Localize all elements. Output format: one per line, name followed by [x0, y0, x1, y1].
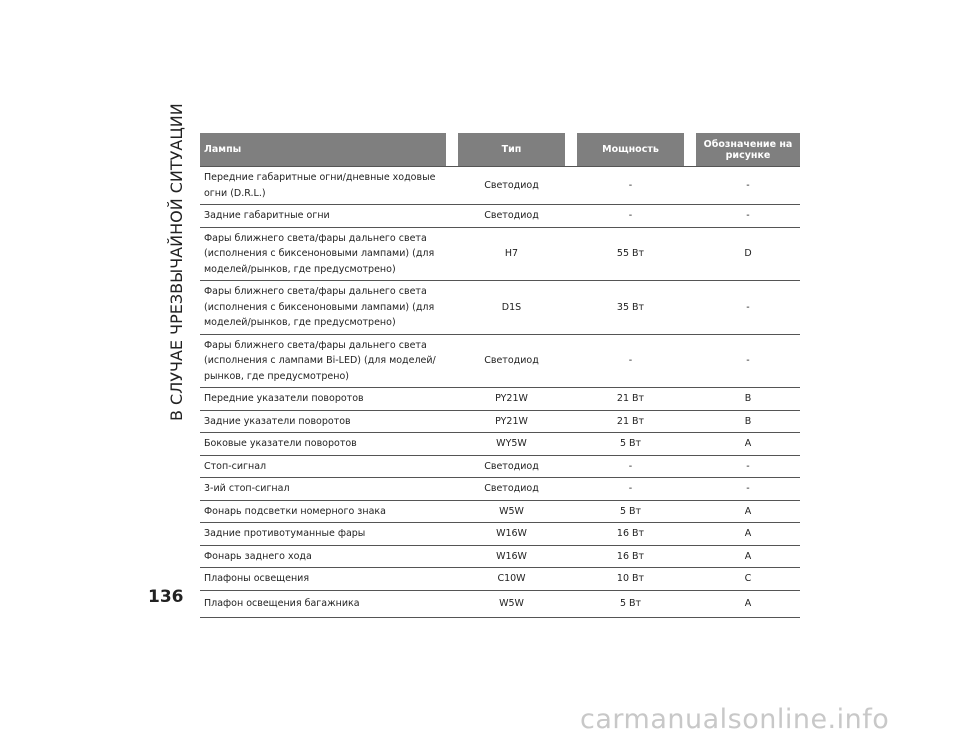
cell-lamp: Плафоны освещения: [200, 568, 446, 591]
header-gap: [446, 133, 458, 167]
cell-lamp: Боковые указатели поворотов: [200, 433, 446, 456]
table-header-row: [200, 133, 800, 167]
header-gap: [684, 133, 696, 167]
table-row: [200, 227, 800, 281]
cell-designation: -: [696, 167, 800, 205]
table-row: [200, 523, 800, 546]
cell-type: Светодиод: [458, 334, 565, 388]
table-row: [200, 281, 800, 335]
cell-designation: B: [696, 388, 800, 411]
cell-type: Светодиод: [458, 455, 565, 478]
cell-lamp: 3-ий стоп-сигнал: [200, 478, 446, 501]
cell-designation: -: [696, 281, 800, 335]
table-row: [200, 334, 800, 388]
table-row: [200, 455, 800, 478]
cell-type: W16W: [458, 523, 565, 546]
cell-power: 5 Вт: [577, 500, 684, 523]
cell-type: W5W: [458, 500, 565, 523]
header-gap: [565, 133, 577, 167]
header-type: Тип: [458, 133, 565, 167]
cell-type: PY21W: [458, 388, 565, 411]
cell-designation: A: [696, 500, 800, 523]
cell-power: 35 Вт: [577, 281, 684, 335]
header-lamp: Лампы: [200, 133, 446, 167]
table-row: [200, 568, 800, 591]
table-row: [200, 410, 800, 433]
cell-lamp: Передние указатели поворотов: [200, 388, 446, 411]
cell-power: -: [577, 478, 684, 501]
cell-power: 10 Вт: [577, 568, 684, 591]
cell-designation: B: [696, 410, 800, 433]
cell-power: 16 Вт: [577, 523, 684, 546]
cell-power: 5 Вт: [577, 433, 684, 456]
cell-type: PY21W: [458, 410, 565, 433]
cell-designation: -: [696, 334, 800, 388]
cell-lamp: Плафон освещения багажника: [200, 590, 446, 617]
cell-lamp: Задние противотуманные фары: [200, 523, 446, 546]
table-row: [200, 388, 800, 411]
cell-lamp: Задние указатели поворотов: [200, 410, 446, 433]
cell-designation: D: [696, 227, 800, 281]
cell-type: Светодиод: [458, 167, 565, 205]
cell-designation: A: [696, 590, 800, 617]
cell-power: 21 Вт: [577, 388, 684, 411]
table-row: [200, 590, 800, 617]
cell-power: -: [577, 334, 684, 388]
cell-lamp: Задние габаритные огни: [200, 205, 446, 228]
table-row: [200, 478, 800, 501]
page-number: 136: [148, 587, 184, 607]
cell-type: C10W: [458, 568, 565, 591]
cell-type: W5W: [458, 590, 565, 617]
cell-lamp: Фонарь подсветки номерного знака: [200, 500, 446, 523]
cell-lamp: Фары ближнего света/фары дальнего света (исполнения с биксеноновыми лампами) (для моделей/рынков, где предусмотрено): [200, 227, 446, 281]
cell-power: 16 Вт: [577, 545, 684, 568]
table-row: [200, 205, 800, 228]
cell-lamp: Фонарь заднего хода: [200, 545, 446, 568]
table-row: [200, 167, 800, 205]
cell-designation: C: [696, 568, 800, 591]
cell-type: Светодиод: [458, 205, 565, 228]
table-row: [200, 500, 800, 523]
cell-power: 55 Вт: [577, 227, 684, 281]
lamp-table: [200, 133, 800, 618]
watermark: carmanualsonline.info: [580, 704, 890, 735]
cell-designation: -: [696, 478, 800, 501]
header-power: Мощность: [577, 133, 684, 167]
cell-lamp: Фары ближнего света/фары дальнего света (исполнения с лампами Bi-LED) (для моделей/рынков, где предусмотрено): [200, 334, 446, 388]
cell-designation: A: [696, 523, 800, 546]
table-row: [200, 545, 800, 568]
cell-designation: -: [696, 205, 800, 228]
cell-power: 5 Вт: [577, 590, 684, 617]
cell-designation: A: [696, 545, 800, 568]
cell-designation: A: [696, 433, 800, 456]
section-title: В СЛУЧАЕ ЧРЕЗВЫЧАЙНОЙ СИТУАЦИИ: [167, 103, 186, 421]
cell-power: 21 Вт: [577, 410, 684, 433]
cell-designation: -: [696, 455, 800, 478]
cell-type: W16W: [458, 545, 565, 568]
table-row: [200, 433, 800, 456]
cell-power: -: [577, 455, 684, 478]
cell-power: -: [577, 167, 684, 205]
cell-lamp: Стоп-сигнал: [200, 455, 446, 478]
cell-type: WY5W: [458, 433, 565, 456]
header-designation: Обозначение на рисунке: [696, 133, 800, 167]
cell-power: -: [577, 205, 684, 228]
cell-type: H7: [458, 227, 565, 281]
cell-type: Светодиод: [458, 478, 565, 501]
cell-lamp: Фары ближнего света/фары дальнего света (исполнения с биксеноновыми лампами) (для моделей/рынков, где предусмотрено): [200, 281, 446, 335]
cell-type: D1S: [458, 281, 565, 335]
cell-lamp: Передние габаритные огни/дневные ходовые огни (D.R.L.): [200, 167, 446, 205]
